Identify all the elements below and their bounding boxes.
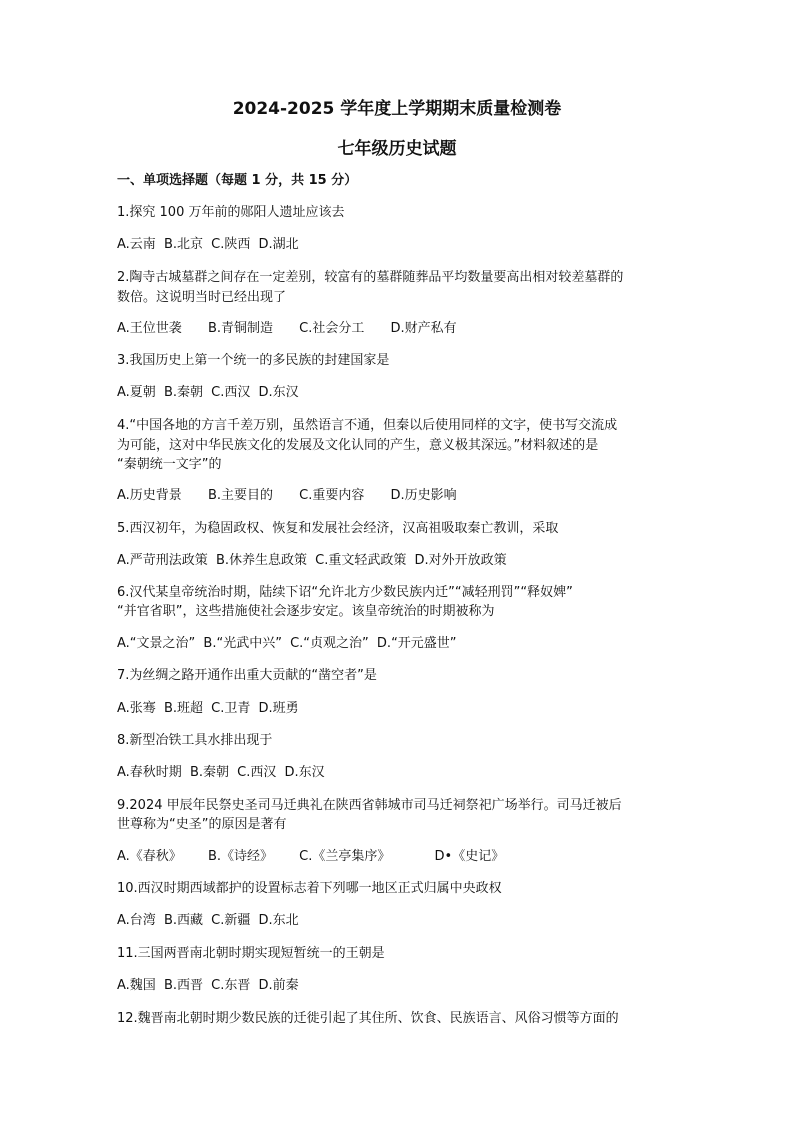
question-6-options: [117, 636, 687, 652]
question-1-options: [117, 237, 687, 253]
question-11-options: [117, 978, 687, 994]
question-10-stem: 10.西汉时期西域都护的设置标志着下列哪一地区正式归属中央政权: [117, 881, 502, 896]
question-5-stem: 5.西汉初年，为稳固政权、恢复和发展社会经济，汉高祖吸取秦亡教训，采取: [117, 521, 559, 536]
option-c: C.卫青: [211, 701, 251, 716]
option-b: B.主要目的: [207, 488, 274, 503]
question-5-options: [117, 553, 687, 569]
question-7-options: [117, 701, 687, 717]
option-a: A.夏朝: [117, 385, 156, 400]
question-8-options: [117, 765, 687, 781]
question-2-options: [117, 321, 687, 337]
option-c: C.重文轻武政策: [315, 553, 407, 568]
question-2-stem-line-2: 数倍。这说明当时已经出现了: [117, 290, 287, 305]
option-c: C.西汉: [211, 385, 251, 400]
option-b: B.西藏: [163, 913, 204, 928]
option-d: D.东北: [258, 913, 299, 928]
option-d: D.东汉: [284, 765, 325, 780]
option-d: D.前秦: [258, 978, 299, 993]
option-b: B.青铜制造: [207, 321, 274, 336]
question-11-stem: 11.三国两晋南北朝时期实现短暂统一的王朝是: [117, 946, 385, 961]
question-3-stem: 3.我国历史上第一个统一的多民族的封建国家是: [117, 353, 390, 368]
option-c: C.新疆: [211, 913, 251, 928]
exam-title: 2024-2025 学年度上学期期末质量检测卷: [232, 99, 562, 119]
question-1-stem: 1.探究 100 万年前的郧阳人遗址应该去: [117, 205, 345, 220]
exam-subtitle: 七年级历史试题: [337, 139, 457, 159]
option-a: A.张骞: [117, 701, 156, 716]
question-6-stem-line-2: “并官省职”，这些措施使社会逐步安定。该皇帝统治的时期被称为: [117, 604, 495, 619]
option-b: B.“光武中兴”: [203, 636, 282, 651]
option-a: A.严苛刑法政策: [117, 553, 208, 568]
option-c: C.陕西: [211, 237, 251, 252]
question-8-stem: 8.新型冶铁工具水排出现于: [117, 733, 273, 748]
option-a: A.云南: [117, 237, 156, 252]
question-7-stem: 7.为丝绸之路开通作出重大贡献的“凿空者”是: [117, 668, 377, 683]
option-b: B.西晋: [163, 978, 204, 993]
option-c: C.社会分工: [299, 321, 365, 336]
section-heading: 一、单项选择题（每题 1 分，共 15 分）: [117, 173, 358, 188]
option-c: C.东晋: [211, 978, 251, 993]
option-a: A.《春秋》: [117, 849, 182, 864]
option-a: A.春秋时期: [117, 765, 182, 780]
option-c: C.《兰亭集序》: [299, 849, 391, 864]
option-a: A.台湾: [117, 913, 156, 928]
option-c: C.西汉: [237, 765, 277, 780]
option-b: B.北京: [163, 237, 204, 252]
question-9-stem-line-1: 9.2024 甲辰年民祭史圣司马迁典礼在陕西省韩城市司马迁祠祭祀广场举行。司马迁被后: [117, 798, 622, 813]
option-b: B.秦朝: [163, 385, 204, 400]
option-d: D.对外开放政策: [414, 553, 507, 568]
option-d: D•《史记》: [434, 849, 505, 864]
question-4-stem-line-3: “秦朝统一文字”的: [117, 457, 222, 472]
option-a: A.魏国: [117, 978, 156, 993]
option-d: D.湖北: [258, 237, 299, 252]
option-d: D.历史影响: [390, 488, 457, 503]
question-12-stem: 12.魏晋南北朝时期少数民族的迁徙引起了其住所、饮食、民族语言、风俗习惯等方面的: [117, 1011, 619, 1026]
question-6-stem-line-1: 6.汉代某皇帝统治时期，陆续下诏“允许北方少数民族内迁”“减轻刑罚”“释奴婢”: [117, 585, 573, 600]
option-d: D.东汉: [258, 385, 299, 400]
question-10-options: [117, 913, 687, 929]
option-a: A.王位世袭: [117, 321, 182, 336]
option-c: C.重要内容: [299, 488, 365, 503]
option-b: B.秦朝: [189, 765, 230, 780]
question-4-stem-line-1: 4.“中国各地的方言千差万别，虽然语言不通，但秦以后使用同样的文字，使书写交流成: [117, 418, 618, 433]
question-4-options: [117, 488, 687, 504]
question-4-stem-line-2: 为可能，这对中华民族文化的发展及文化认同的产生，意义极其深远。”材料叙述的是: [117, 438, 599, 453]
question-9-options: [117, 849, 687, 865]
option-a: A.“文景之治”: [117, 636, 196, 651]
question-9-stem-line-2: 世尊称为“史圣”的原因是著有: [117, 817, 287, 832]
option-d: D.财产私有: [390, 321, 457, 336]
option-d: D.“开元盛世”: [376, 636, 457, 651]
option-a: A.历史背景: [117, 488, 182, 503]
question-3-options: [117, 385, 687, 401]
option-d: D.班勇: [258, 701, 299, 716]
option-b: B.休养生息政策: [215, 553, 308, 568]
option-b: B.班超: [163, 701, 204, 716]
option-c: C.“贞观之治”: [290, 636, 369, 651]
question-2-stem-line-1: 2.陶寺古城墓群之间存在一定差别，较富有的墓群随葬品平均数量要高出相对较差墓群的: [117, 270, 624, 285]
option-b: B.《诗经》: [207, 849, 274, 864]
